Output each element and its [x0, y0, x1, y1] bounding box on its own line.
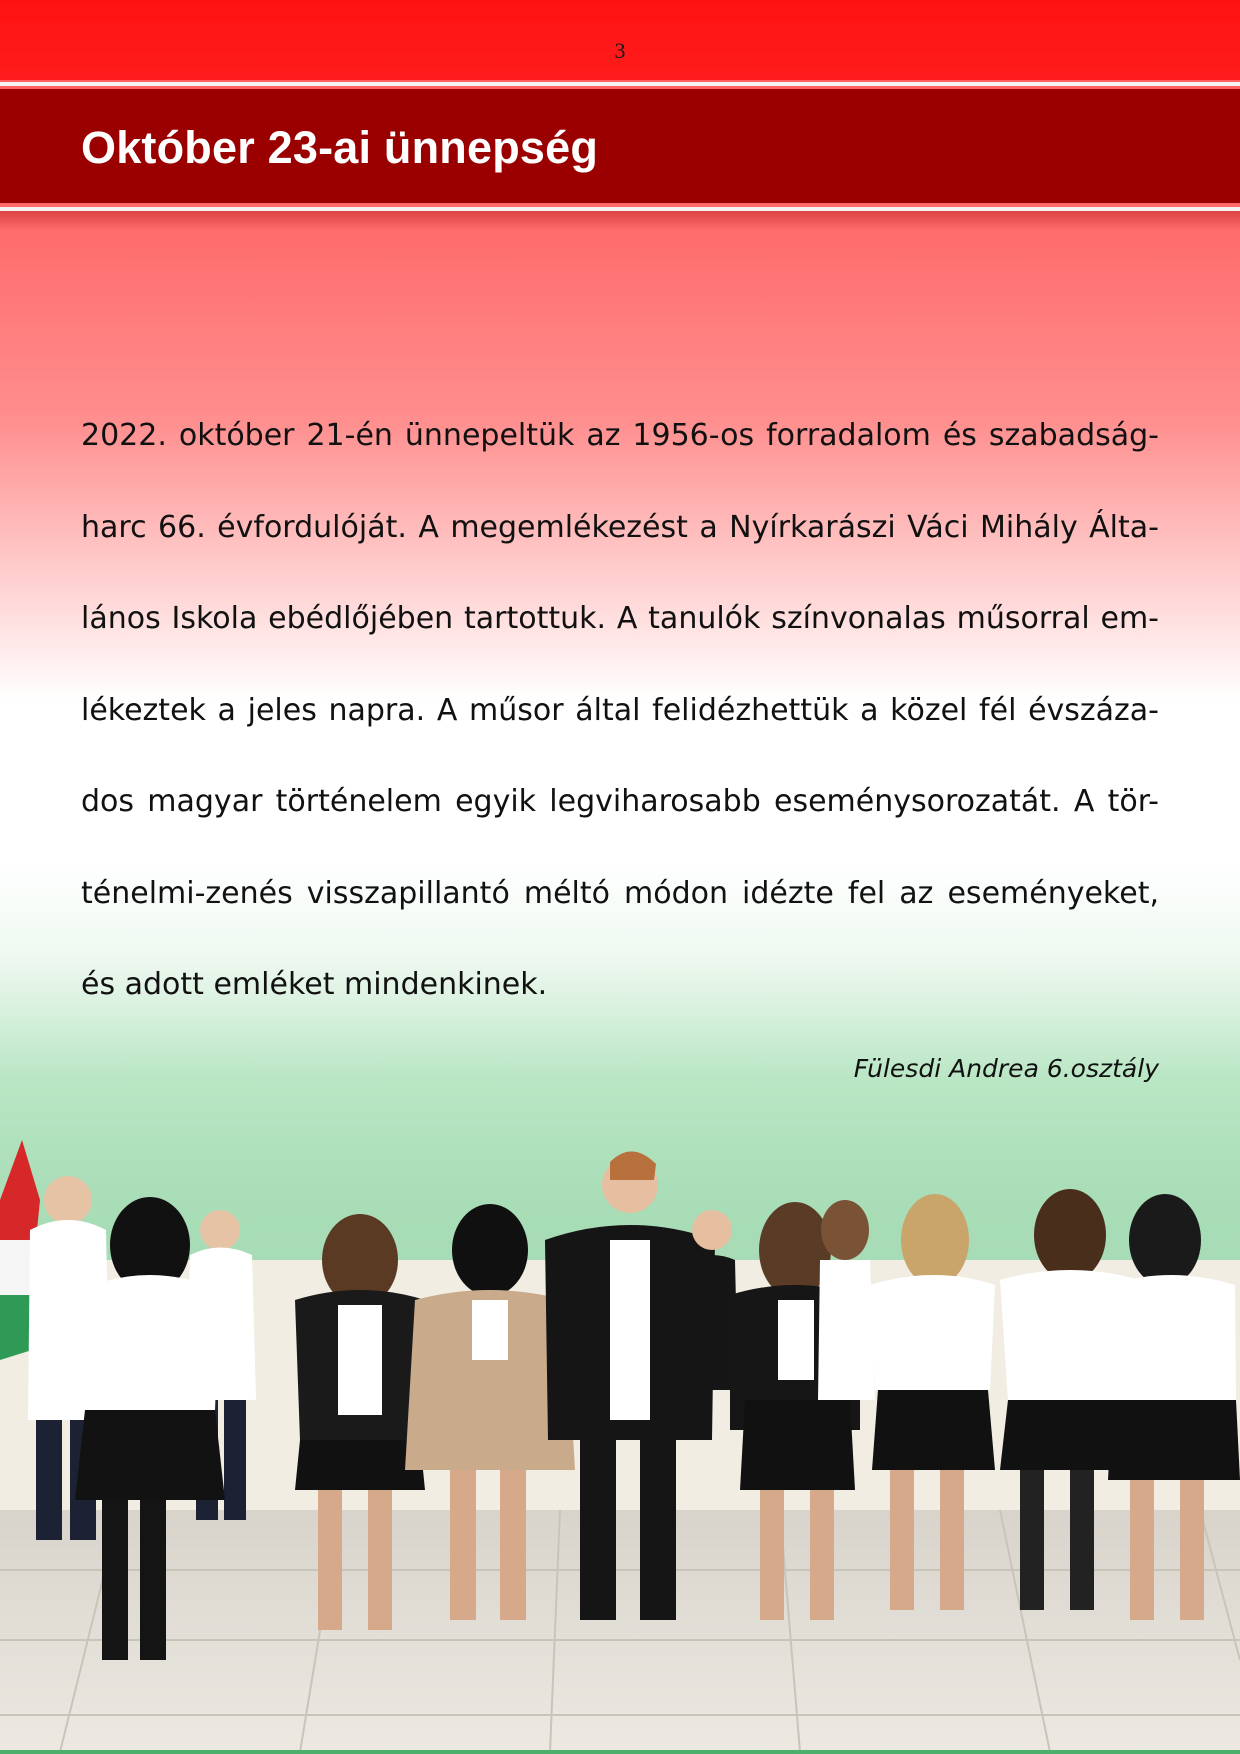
- article-body: 2022. október 21-én ünnepeltük az 1956-os forradalom és szabadság-harc 66. évfordulóját. A megemlékezést a Nyírkarászi Váci Mihály Álta-lános Iskola ebédlőjében tartottuk. A tanulók színvonalas műsorral em-lékeztek a jeles napra. A műsor által felidézhettük a közel fél évszáza-dos magyar történelem egyik legviharosabb eseménysorozatát. A tör-ténelmi-zenés visszapillantó méltó módon idézte fel az eseményeket, és adott emléket mindenkinek.: [81, 418, 1159, 1002]
- header-rule-top: [0, 82, 1240, 86]
- group-photo: [0, 1140, 1240, 1752]
- page-number: 3: [614, 38, 626, 63]
- article-author: Fülesdi Andrea 6.osztály: [853, 1054, 1159, 1083]
- student: [818, 1200, 875, 1400]
- page-title: Október 23-ai ünnepség: [81, 122, 599, 173]
- bottom-rule: [0, 1750, 1240, 1754]
- title-shadow: [0, 211, 1240, 231]
